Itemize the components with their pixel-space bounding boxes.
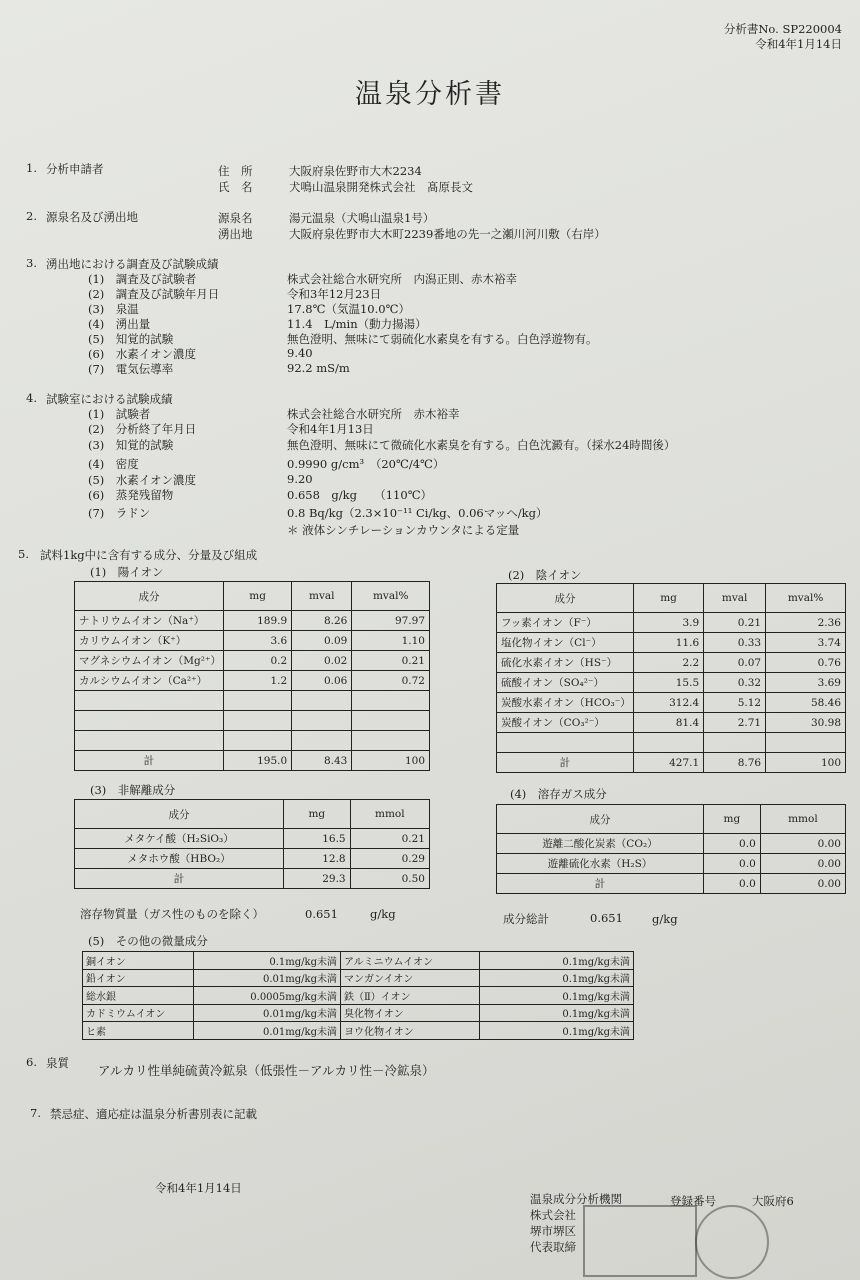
document-header — [724, 22, 842, 52]
company-prefix: 株式会社 — [530, 1208, 576, 1222]
field-value: 0.8 Bq/kg（2.3×10⁻¹¹ Ci/kg、0.06マッヘ/kg） — [287, 506, 548, 520]
field-key: (1) 調査及び試験者 — [88, 272, 197, 286]
total-label: 計 — [497, 874, 704, 894]
table-row — [83, 1004, 634, 1022]
company-seal-stamp — [583, 1205, 697, 1277]
footer-date: 令和4年1月14日 — [155, 1181, 242, 1195]
mval-percent: 0.76 — [766, 653, 846, 673]
mg-value: 189.9 — [224, 611, 292, 631]
mval-percent: 3.69 — [766, 673, 846, 693]
table-row — [83, 987, 634, 1005]
mval-value: 8.26 — [292, 611, 352, 631]
dissolved-matter-value: 0.651 — [305, 907, 338, 921]
mval-percent: 0.21 — [352, 651, 430, 671]
header-cell: mg — [284, 800, 351, 829]
spring-quality: アルカリ性単純硫黄冷鉱泉（低張性－アルカリ性－冷鉱泉） — [98, 1063, 435, 1078]
mg-value: 0.2 — [224, 651, 292, 671]
header-cell: 成分 — [497, 805, 704, 834]
table-row — [497, 613, 846, 633]
field-value: 株式会社総合水研究所 内潟正則、赤木裕幸 — [287, 272, 517, 286]
component-name: 鉄（Ⅱ）イオン — [341, 987, 480, 1005]
total-row — [75, 751, 430, 771]
section-7-number: 7. — [30, 1106, 41, 1120]
field-key: (2) 分析終了年月日 — [88, 422, 197, 436]
component-name: カルシウムイオン（Ca²⁺） — [75, 671, 224, 691]
mval-value: 2.71 — [704, 713, 766, 733]
header-cell: mval — [292, 582, 352, 611]
mmol-value: 0.29 — [350, 849, 429, 869]
cation-table — [74, 581, 430, 771]
table-row — [497, 673, 846, 693]
source-name: 湯元温泉（犬鳴山温泉1号） — [289, 211, 435, 225]
component-name: 臭化物イオン — [341, 1004, 480, 1022]
field-value: 9.20 — [287, 472, 313, 486]
gas-table-title: (4) 溶存ガス成分 — [510, 787, 607, 801]
field-value: 0.658 g/kg （110℃） — [287, 488, 433, 502]
empty-row — [497, 733, 846, 753]
mg-value: 1.2 — [224, 671, 292, 691]
empty-row — [75, 731, 430, 751]
field-key: (5) 水素イオン濃度 — [88, 473, 196, 487]
component-name: カリウムイオン（K⁺） — [75, 631, 224, 651]
component-name: アルミニウムイオン — [341, 952, 480, 970]
component-name: ヨウ化物イオン — [341, 1022, 480, 1040]
source-name-key: 源泉名 — [218, 211, 253, 225]
source-location: 大阪府泉佐野市大木町2239番地の先一之瀬川河川敷（右岸） — [289, 227, 606, 241]
mg-value: 15.5 — [634, 673, 704, 693]
total-row — [75, 869, 430, 889]
mval-value: 0.33 — [704, 633, 766, 653]
mg-value: 11.6 — [634, 633, 704, 653]
round-seal-stamp — [695, 1205, 769, 1279]
section-3-number: 3. — [26, 256, 37, 270]
header-cell: mval% — [352, 582, 430, 611]
table-row — [75, 611, 430, 631]
section-6-label: 泉質 — [46, 1056, 69, 1070]
table-row — [75, 631, 430, 651]
field-value: 無色澄明、無味にて微硫化水素臭を有する。白色沈澱有。（採水24時間後） — [287, 438, 676, 452]
nondissociated-table-title: (3) 非解離成分 — [90, 783, 176, 797]
table-row — [497, 693, 846, 713]
mval-percent: 1.10 — [352, 631, 430, 651]
header-cell: mmol — [760, 805, 845, 834]
mval-value: 0.32 — [704, 673, 766, 693]
mval-percent: 58.46 — [766, 693, 846, 713]
mg-total: 195.0 — [224, 751, 292, 771]
concentration: 0.0005mg/kg未満 — [194, 987, 341, 1005]
table-row — [75, 651, 430, 671]
table-header-row — [497, 805, 846, 834]
analysis-org-label: 温泉成分分析機関 — [530, 1192, 622, 1206]
mg-total: 0.0 — [704, 874, 761, 894]
header-cell: mg — [704, 805, 761, 834]
component-name: ナトリウムイオン（Na⁺） — [75, 611, 224, 631]
mg-total: 29.3 — [284, 869, 351, 889]
applicant-address-key: 住 所 — [218, 164, 253, 178]
header-cell: 成分 — [75, 582, 224, 611]
page-title: 温泉分析書 — [355, 79, 505, 110]
concentration: 0.01mg/kg未満 — [194, 1022, 341, 1040]
mval-percent: 3.74 — [766, 633, 846, 653]
mval-total: 8.43 — [292, 751, 352, 771]
table-row — [83, 952, 634, 970]
mval-percent: 97.97 — [352, 611, 430, 631]
section-2-label: 源泉名及び湧出地 — [46, 210, 138, 224]
component-name: 遊離二酸化炭素（CO₂） — [497, 834, 704, 854]
field-value: 令和4年1月13日 — [287, 422, 374, 436]
total-components-value: 0.651 — [590, 911, 623, 925]
section-3-label: 湧出地における調査及び試験成績 — [46, 257, 219, 271]
concentration: 0.1mg/kg未満 — [480, 987, 634, 1005]
cation-table-title: (1) 陽イオン — [90, 565, 164, 579]
section-1-label: 分析申請者 — [46, 162, 104, 176]
field-key: (1) 試験者 — [88, 407, 151, 421]
section-4-label: 試験室における試験成績 — [46, 392, 173, 406]
field-key: (4) 密度 — [88, 457, 139, 471]
field-value: 9.40 — [287, 346, 313, 360]
mmol-total: 0.00 — [760, 874, 845, 894]
section-5-label: 試料1kg中に含有する成分、分量及び組成 — [40, 548, 258, 562]
mg-value: 0.0 — [704, 834, 761, 854]
mmol-value: 0.21 — [350, 829, 429, 849]
component-name: マグネシウムイオン（Mg²⁺） — [75, 651, 224, 671]
mval-percent: 2.36 — [766, 613, 846, 633]
table-row — [497, 633, 846, 653]
registration-label: 登録番号 — [670, 1194, 716, 1208]
mval-value: 0.07 — [704, 653, 766, 673]
table-row — [75, 849, 430, 869]
table-row — [497, 653, 846, 673]
section-2-number: 2. — [26, 209, 37, 223]
table-header-row — [497, 584, 846, 613]
section-7-label: 禁忌症、適応症は温泉分析書別表に記載 — [50, 1107, 257, 1121]
table-header-row — [75, 582, 430, 611]
total-label: 計 — [75, 869, 284, 889]
header-cell: mmol — [350, 800, 429, 829]
concentration: 0.01mg/kg未満 — [194, 1004, 341, 1022]
mmol-total: 0.50 — [350, 869, 429, 889]
field-key: (3) 泉温 — [88, 302, 139, 316]
total-label: 計 — [75, 751, 224, 771]
table-row — [83, 969, 634, 987]
table-row — [497, 854, 846, 874]
component-name: 硫化水素イオン（HS⁻） — [497, 653, 634, 673]
component-name: マンガンイオン — [341, 969, 480, 987]
mg-total: 427.1 — [634, 753, 704, 773]
mval-value: 0.02 — [292, 651, 352, 671]
table-row — [497, 713, 846, 733]
total-components-unit: g/kg — [652, 912, 678, 926]
field-value: 0.9990 g/cm³ （20℃/4℃） — [287, 457, 445, 471]
mmol-value: 0.00 — [760, 854, 845, 874]
concentration: 0.1mg/kg未満 — [194, 952, 341, 970]
component-name: 塩化物イオン（Cl⁻） — [497, 633, 634, 653]
trace-table — [82, 951, 634, 1040]
total-row — [497, 753, 846, 773]
table-row — [75, 671, 430, 691]
mval-percent-total: 100 — [766, 753, 846, 773]
header-cell: mval — [704, 584, 766, 613]
mg-value: 12.8 — [284, 849, 351, 869]
component-name: 銅イオン — [83, 952, 194, 970]
header-cell: mval% — [766, 584, 846, 613]
component-name: ヒ素 — [83, 1022, 194, 1040]
component-name: フッ素イオン（F⁻） — [497, 613, 634, 633]
nondissociated-table — [74, 799, 430, 889]
field-key: (4) 湧出量 — [88, 317, 151, 331]
field-key: (6) 水素イオン濃度 — [88, 347, 196, 361]
document-number: 分析書No. SP220004 — [723, 22, 842, 36]
field-key: (5) 知覚的試験 — [88, 332, 174, 346]
mmol-value: 0.00 — [760, 834, 845, 854]
component-name: メタホウ酸（HBO₂） — [75, 849, 284, 869]
empty-row — [75, 691, 430, 711]
mval-percent: 0.72 — [352, 671, 430, 691]
total-label: 計 — [497, 753, 634, 773]
anion-table — [496, 583, 846, 773]
mg-value: 81.4 — [634, 713, 704, 733]
mval-percent: 30.98 — [766, 713, 846, 733]
concentration: 0.1mg/kg未満 — [480, 1004, 634, 1022]
section-6-number: 6. — [26, 1055, 37, 1069]
anion-table-title: (2) 陰イオン — [508, 568, 582, 582]
field-value: 11.4 L/min（動力揚湯） — [287, 317, 427, 331]
mg-value: 0.0 — [704, 854, 761, 874]
mg-value: 3.6 — [224, 631, 292, 651]
concentration: 0.1mg/kg未満 — [480, 952, 634, 970]
mval-value: 0.06 — [292, 671, 352, 691]
field-value: 令和3年12月23日 — [287, 287, 382, 301]
concentration: 0.01mg/kg未満 — [194, 969, 341, 987]
dissolved-matter-label: 溶存物質量（ガス性のものを除く） — [80, 907, 264, 921]
field-value: 92.2 mS/m — [287, 361, 350, 375]
section-4-number: 4. — [26, 391, 37, 405]
empty-row — [75, 711, 430, 731]
gas-table — [496, 804, 846, 894]
table-row — [83, 1022, 634, 1040]
table-header-row — [75, 800, 430, 829]
table-row — [497, 834, 846, 854]
section-1-number: 1. — [26, 161, 37, 175]
component-name: 鉛イオン — [83, 969, 194, 987]
mg-value: 16.5 — [284, 829, 351, 849]
field-key: (7) 電気伝導率 — [88, 362, 174, 376]
header-cell: mg — [224, 582, 292, 611]
mg-value: 3.9 — [634, 613, 704, 633]
header-cell: 成分 — [497, 584, 634, 613]
section-5-number: 5. — [18, 547, 29, 561]
component-name: カドミウムイオン — [83, 1004, 194, 1022]
component-name: 炭酸イオン（CO₃²⁻） — [497, 713, 634, 733]
mval-value: 0.09 — [292, 631, 352, 651]
mval-percent-total: 100 — [352, 751, 430, 771]
component-name: 総水銀 — [83, 987, 194, 1005]
total-components-label: 成分総計 — [503, 912, 549, 926]
header-cell: mg — [634, 584, 704, 613]
mg-value: 2.2 — [634, 653, 704, 673]
concentration: 0.1mg/kg未満 — [480, 1022, 634, 1040]
field-key: (2) 調査及び試験年月日 — [88, 287, 220, 301]
mval-total: 8.76 — [704, 753, 766, 773]
table-row — [75, 829, 430, 849]
representative-label: 代表取締 — [530, 1240, 576, 1254]
field-value: 株式会社総合水研究所 赤木裕幸 — [287, 407, 460, 421]
concentration: 0.1mg/kg未満 — [480, 969, 634, 987]
field-key: (6) 蒸発残留物 — [88, 488, 174, 502]
field-value: 無色澄明、無味にて弱硫化水素臭を有する。白色浮遊物有。 — [287, 332, 598, 346]
component-name: 炭酸水素イオン（HCO₃⁻） — [497, 693, 634, 713]
total-row — [497, 874, 846, 894]
applicant-address: 大阪府泉佐野市大木2234 — [289, 164, 422, 178]
field-key: (3) 知覚的試験 — [88, 438, 174, 452]
applicant-name: 犬鳴山温泉開発株式会社 髙原長文 — [289, 180, 473, 194]
component-name: メタケイ酸（H₂SiO₃） — [75, 829, 284, 849]
registration-number: 大阪府6 — [752, 1194, 794, 1208]
mg-value: 312.4 — [634, 693, 704, 713]
component-name: 遊離硫化水素（H₂S） — [497, 854, 704, 874]
mval-value: 0.21 — [704, 613, 766, 633]
field-value: 17.8℃（気温10.0℃） — [287, 302, 410, 316]
radon-note: ＊ 液体シンチレーションカウンタによる定量 — [287, 523, 520, 537]
mval-value: 5.12 — [704, 693, 766, 713]
source-location-key: 湧出地 — [218, 227, 253, 241]
applicant-name-key: 氏 名 — [218, 180, 253, 194]
field-key: (7) ラドン — [88, 506, 151, 520]
component-name: 硫酸イオン（SO₄²⁻） — [497, 673, 634, 693]
dissolved-matter-unit: g/kg — [370, 907, 396, 921]
company-address: 堺市堺区 — [530, 1224, 576, 1238]
header-cell: 成分 — [75, 800, 284, 829]
trace-table-title: (5) その他の微量成分 — [88, 934, 208, 948]
document-date: 令和4年1月14日 — [755, 37, 842, 51]
